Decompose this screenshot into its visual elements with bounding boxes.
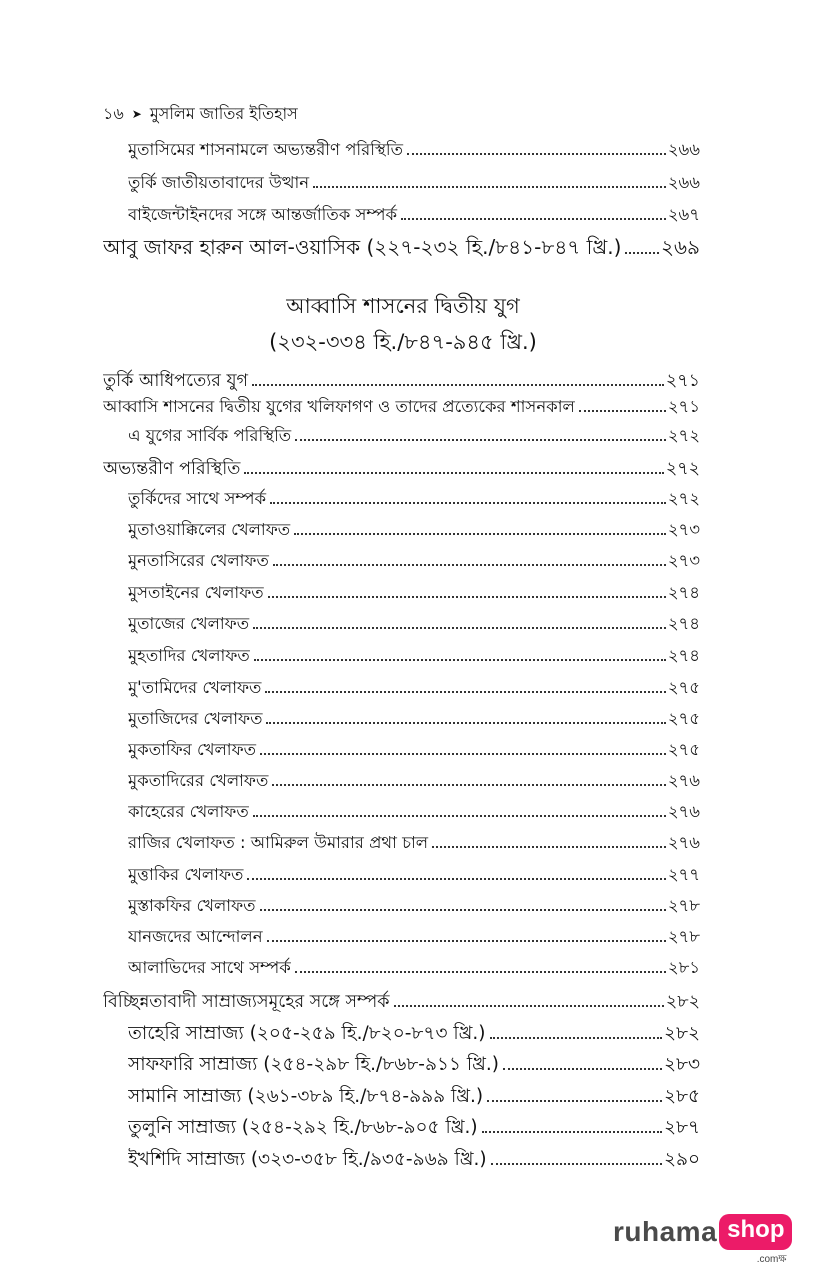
- toc-entry-title: আবু জাফর হারুন আল-ওয়াসিক (২২৭-২৩২ হি./৮৪১-৮৪৭ খ্রি.): [103, 235, 622, 259]
- dot-leader: [579, 393, 666, 412]
- toc-entry: [128, 1144, 700, 1176]
- toc-entry: [128, 829, 700, 857]
- toc-entry-page: ২৭১: [665, 370, 700, 391]
- dot-leader: [267, 923, 666, 942]
- dot-leader: [253, 610, 666, 629]
- toc-entry-page: ২৬৯: [661, 235, 700, 259]
- toc-entry: [128, 798, 700, 826]
- toc-entry-title: তুলুনি সাম্রাজ্য (২৫৪-২৯২ হি./৮৬৮-৯০৫ খ্রি.): [128, 1116, 478, 1138]
- logo-shop-badge: [719, 1214, 792, 1265]
- toc-entry: [128, 642, 700, 670]
- toc-entry: [128, 169, 700, 197]
- arrow-icon: ➤: [131, 107, 142, 121]
- running-header: [103, 100, 703, 128]
- dot-leader: [503, 1049, 662, 1070]
- toc-entry-title: মুকতাদিরের খেলাফত: [128, 770, 269, 790]
- toc-entry: [128, 579, 700, 607]
- header-page-number: ১৬: [103, 103, 124, 123]
- dot-leader: [260, 892, 666, 911]
- dot-leader: [244, 454, 664, 474]
- dot-leader: [254, 642, 666, 661]
- toc-entry: [128, 136, 700, 164]
- toc-entry: [128, 767, 700, 795]
- toc-entry-page: ২৮২: [665, 991, 700, 1012]
- dot-leader: [253, 798, 666, 817]
- dot-leader: [432, 829, 666, 848]
- dot-leader: [487, 1081, 662, 1102]
- dot-leader: [295, 422, 666, 441]
- dot-leader: [295, 954, 666, 973]
- toc-entry-page: ২৭৬: [667, 770, 700, 790]
- toc-entry-page: ২৮৩: [663, 1053, 700, 1075]
- toc-entry-title: তাহেরি সাম্রাজ্য (২০৫-২৫৯ হি./৮২০-৮৭৩ খ্রি.): [128, 1022, 486, 1044]
- toc-entry-page: ২৭২: [667, 488, 700, 508]
- toc-entry-page: ২৬৬: [667, 172, 700, 192]
- toc-entry-title: মুতাসিমের শাসনামলে অভ্যন্তরীণ পরিস্থিতি: [128, 139, 403, 159]
- toc-entry-title: এ যুগের সার্বিক পরিস্থিতি: [128, 425, 292, 445]
- toc-entry-page: ২৭৩: [667, 550, 700, 570]
- toc-entry-title: তুর্কি আধিপত্যের যুগ: [103, 370, 249, 391]
- dot-leader: [268, 579, 666, 598]
- toc-entry-page: ২৭২: [667, 425, 700, 445]
- toc-entry: [128, 954, 700, 982]
- toc-entry: [128, 485, 700, 513]
- toc-entry-title: মুহতাদির খেলাফত: [128, 645, 250, 665]
- toc-entry: [128, 201, 700, 229]
- section-subheading: (২৩২-৩৩৪ হি./৮৪৭-৯৪৫ খ্রি.): [269, 330, 537, 354]
- dot-leader: [490, 1018, 662, 1039]
- toc-entry-page: ২৬৬: [667, 139, 700, 159]
- toc-entry-title: অভ্যন্তরীণ পরিস্থিতি: [103, 458, 241, 479]
- toc-entry-title: মুকতাফির খেলাফত: [128, 739, 257, 759]
- dot-leader: [272, 767, 665, 786]
- toc-entry-page: ২৭৪: [667, 645, 700, 665]
- toc-entry-page: ২৭৪: [667, 613, 700, 633]
- header-book-title: মুসলিম জাতির ইতিহাস: [149, 103, 298, 123]
- toc-entry-title: আব্বাসি শাসনের দ্বিতীয় যুগের খলিফাগণ ও তাদের প্রত্যেকের শাসনকাল: [103, 396, 575, 416]
- toc-entry-title: তুর্কিদের সাথে সম্পর্ক: [128, 488, 267, 508]
- toc-entry-page: ২৮১: [667, 957, 700, 977]
- toc-entry-title: মুতাজিদের খেলাফত: [128, 708, 263, 728]
- toc-entry-page: ২৭৬: [667, 832, 700, 852]
- toc-entry: [103, 232, 700, 266]
- dot-leader: [273, 547, 666, 566]
- toc-entry-title: মুনতাসিরের খেলাফত: [128, 550, 269, 570]
- dot-leader: [265, 674, 665, 693]
- toc-entry-title: রাজির খেলাফত : আমিরুল উমারার প্রথা চাল: [128, 832, 429, 852]
- toc-entry: [128, 1049, 700, 1081]
- logo-ruhama-text: ruhama: [613, 1216, 718, 1247]
- logo-com-text: .comক্ষ: [756, 1254, 787, 1265]
- dot-leader: [625, 232, 659, 254]
- dot-leader: [247, 861, 665, 880]
- toc-entry-page: ২৭৮: [667, 926, 700, 946]
- dot-leader: [294, 516, 666, 535]
- dot-leader: [394, 987, 664, 1007]
- toc-entry: [103, 393, 700, 421]
- dot-leader: [491, 1144, 662, 1165]
- toc-entry-title: তুর্কি জাতীয়তাবাদের উত্থান: [128, 172, 310, 192]
- toc-entry-title: মুতাজের খেলাফত: [128, 613, 250, 633]
- toc-entry-page: ২৭৫: [667, 739, 700, 759]
- dot-leader: [260, 736, 666, 755]
- toc-entry-page: ২৮৭: [663, 1116, 700, 1138]
- toc-entry-page: ২৭২: [665, 458, 700, 479]
- dot-leader: [252, 366, 664, 386]
- toc-entry: [128, 736, 700, 764]
- toc-entry-title: বিচ্ছিন্নতাবাদী সাম্রাজ্যসমূহের সঙ্গে সম্পর্ক: [103, 991, 390, 1012]
- toc-entry-page: ২৮৫: [663, 1085, 700, 1107]
- toc-entry-title: মুস্তাকফির খেলাফত: [128, 895, 256, 915]
- toc-entry: [128, 1018, 700, 1050]
- ruhamashop-logo: [613, 1212, 792, 1265]
- toc-entry-page: ২৭৪: [667, 582, 700, 602]
- toc-entry: [128, 547, 700, 575]
- dot-leader: [482, 1112, 662, 1133]
- toc-entry: [128, 610, 700, 638]
- toc-entry-page: ২৭৩: [667, 519, 700, 539]
- toc-entry-title: সাফফারি সাম্রাজ্য (২৫৪-২৯৮ হি./৮৬৮-৯১১ খ্রি.): [128, 1053, 500, 1075]
- toc-entry: [128, 892, 700, 920]
- toc-entry: [128, 861, 700, 889]
- toc-entry: [128, 1081, 700, 1113]
- toc-entry: [128, 1112, 700, 1144]
- toc-entry: [128, 923, 700, 951]
- dot-leader: [401, 201, 666, 220]
- toc-entry-title: ইখশিদি সাম্রাজ্য (৩২৩-৩৫৮ হি./৯৩৫-৯৬৯ খ্রি.): [128, 1148, 487, 1170]
- toc-entry-title: বাইজেন্টাইনদের সঙ্গে আন্তর্জাতিক সম্পর্ক: [128, 204, 398, 224]
- toc-entry-title: কাহেরের খেলাফত: [128, 801, 249, 821]
- toc-entry-title: মু'তামিদের খেলাফত: [128, 677, 262, 697]
- section-heading: আব্বাসি শাসনের দ্বিতীয় যুগ: [286, 294, 520, 318]
- toc-entry: [128, 516, 700, 544]
- logo-shop-text: shop: [727, 1216, 785, 1243]
- toc-entry-title: মুসতাইনের খেলাফত: [128, 582, 264, 602]
- toc-entry: [103, 454, 700, 485]
- toc-entry-page: ২৭৫: [667, 708, 700, 728]
- toc-entry: [128, 422, 700, 450]
- toc-entry-page: ২৯০: [663, 1148, 700, 1170]
- dot-leader: [407, 136, 666, 155]
- toc-entry: [103, 366, 700, 397]
- toc-entry-page: ২৬৭: [667, 204, 700, 224]
- toc-entry-title: মুত্তাকির খেলাফত: [128, 864, 244, 884]
- toc-entry: [128, 705, 700, 733]
- toc-entry-page: ২৭৭: [667, 864, 700, 884]
- toc-entry: [103, 987, 700, 1018]
- toc-entry-page: ২৭৫: [667, 677, 700, 697]
- dot-leader: [313, 169, 666, 188]
- toc-entry-page: ২৮২: [663, 1022, 700, 1044]
- toc-entry-page: ২৭৬: [667, 801, 700, 821]
- toc-entry-title: যানজদের আন্দোলন: [128, 926, 263, 946]
- toc-entry-page: ২৭১: [667, 396, 700, 416]
- dot-leader: [270, 485, 666, 504]
- toc-entry-title: সামানি সাম্রাজ্য (২৬১-৩৮৯ হি./৮৭৪-৯৯৯ খ্রি.): [128, 1085, 484, 1107]
- toc-entry-title: আলাভিদের সাথে সম্পর্ক: [128, 957, 291, 977]
- toc-entry-page: ২৭৮: [667, 895, 700, 915]
- toc-entry: [128, 674, 700, 702]
- toc-entry-title: মুতাওয়াক্কিলের খেলাফত: [128, 519, 291, 539]
- dot-leader: [266, 705, 665, 724]
